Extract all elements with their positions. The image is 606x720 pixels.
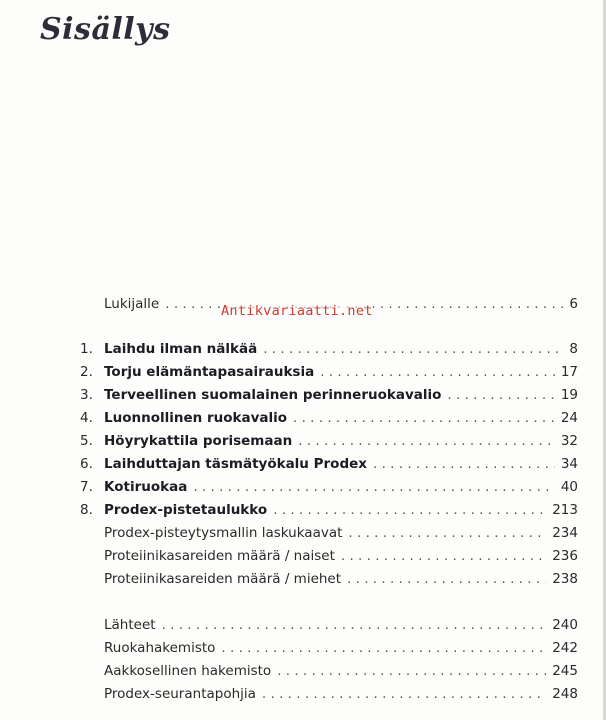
toc-chapter xyxy=(80,364,578,386)
toc-subsection-label: Prodex-pisteytysmallin laskukaavat xyxy=(104,525,343,541)
toc-appendix-entry xyxy=(80,617,578,639)
toc-chapter xyxy=(80,456,578,478)
toc-chapter-page: 213 xyxy=(552,502,578,518)
toc-chapter-label: Höyrykattila porisemaan xyxy=(104,433,293,449)
toc-subsection-page: 236 xyxy=(552,548,578,564)
toc-leader-dots xyxy=(273,502,546,518)
toc-appendix-page: 245 xyxy=(552,663,578,679)
toc-leader-dots xyxy=(262,686,546,702)
toc-leader-dots xyxy=(447,387,554,403)
toc-chapter xyxy=(80,479,578,501)
toc-subsection-label: Proteiinikasareiden määrä / miehet xyxy=(104,571,342,587)
toc-chapter-page: 8 xyxy=(569,341,578,357)
toc-subsection-label: Proteiinikasareiden määrä / naiset xyxy=(104,548,335,564)
toc-leader-dots xyxy=(162,617,547,633)
toc-chapter-label: Luonnollinen ruokavalio xyxy=(104,410,288,426)
toc-leader-dots xyxy=(373,456,555,472)
toc-appendix-label: Lähteet xyxy=(104,617,156,633)
toc-chapter-page: 40 xyxy=(560,479,578,495)
toc-leader-dots xyxy=(347,571,546,587)
toc-appendix-label: Prodex-seurantapohjia xyxy=(104,686,256,702)
toc-subsection-page: 234 xyxy=(552,525,578,541)
toc-chapter-label: Torju elämäntapasairauksia xyxy=(104,364,315,380)
toc-chapter-label: Prodex-pistetaulukko xyxy=(104,502,268,518)
toc-chapter-number: 1. xyxy=(80,341,93,357)
toc-chapter xyxy=(80,387,578,409)
toc-chapter-number: 8. xyxy=(80,502,93,518)
toc-chapter-label: Laihdu ilman nälkää xyxy=(104,341,258,357)
page-title: Sisällys xyxy=(40,12,171,47)
toc-chapter-number: 5. xyxy=(80,433,93,449)
toc-subsection-page: 238 xyxy=(552,571,578,587)
toc-entry-label: Lukijalle xyxy=(104,296,160,312)
toc-subsection xyxy=(80,571,578,593)
toc-subsection xyxy=(80,525,578,547)
toc-chapter xyxy=(80,502,578,524)
toc-chapter xyxy=(80,433,578,455)
toc-chapter-number: 2. xyxy=(80,364,93,380)
watermark: Antikvariaatti.net xyxy=(221,303,373,319)
toc-chapter-number: 6. xyxy=(80,456,93,472)
toc-leader-dots xyxy=(277,663,546,679)
toc-leader-dots xyxy=(298,433,555,449)
toc-chapter-page: 34 xyxy=(560,456,578,472)
toc-chapter-page: 32 xyxy=(560,433,578,449)
toc-appendix-page: 248 xyxy=(552,686,578,702)
toc-appendix-entry xyxy=(80,663,578,685)
toc-appendix-entry xyxy=(80,686,578,708)
toc-leader-dots xyxy=(263,341,563,357)
toc-leader-dots xyxy=(348,525,546,541)
toc-appendix-label: Aakkosellinen hakemisto xyxy=(104,663,272,679)
toc-chapter-number: 4. xyxy=(80,410,93,426)
toc-appendix-entry xyxy=(80,640,578,662)
toc-appendix-page: 240 xyxy=(552,617,578,633)
toc-chapter-label: Kotiruokaa xyxy=(104,479,188,495)
toc-chapter-number: 3. xyxy=(80,387,93,403)
toc-chapter xyxy=(80,341,578,363)
toc-chapter-page: 24 xyxy=(560,410,578,426)
toc-leader-dots xyxy=(193,479,554,495)
toc-chapter-label: Terveellinen suomalainen perinneruokavalio xyxy=(104,387,442,403)
toc-appendix-label: Ruokahakemisto xyxy=(104,640,216,656)
toc-subsection xyxy=(80,548,578,570)
toc-chapter-page: 17 xyxy=(560,364,578,380)
toc-chapter-label: Laihduttajan täsmätyökalu Prodex xyxy=(104,456,367,472)
toc-appendix-page: 242 xyxy=(552,640,578,656)
toc-chapter-page: 19 xyxy=(560,387,578,403)
toc-chapter-number: 7. xyxy=(80,479,93,495)
toc-chapter xyxy=(80,410,578,432)
toc-entry-page: 6 xyxy=(569,296,578,312)
toc-leader-dots xyxy=(293,410,555,426)
toc-leader-dots xyxy=(341,548,546,564)
toc-leader-dots xyxy=(320,364,555,380)
toc-leader-dots xyxy=(221,640,546,656)
